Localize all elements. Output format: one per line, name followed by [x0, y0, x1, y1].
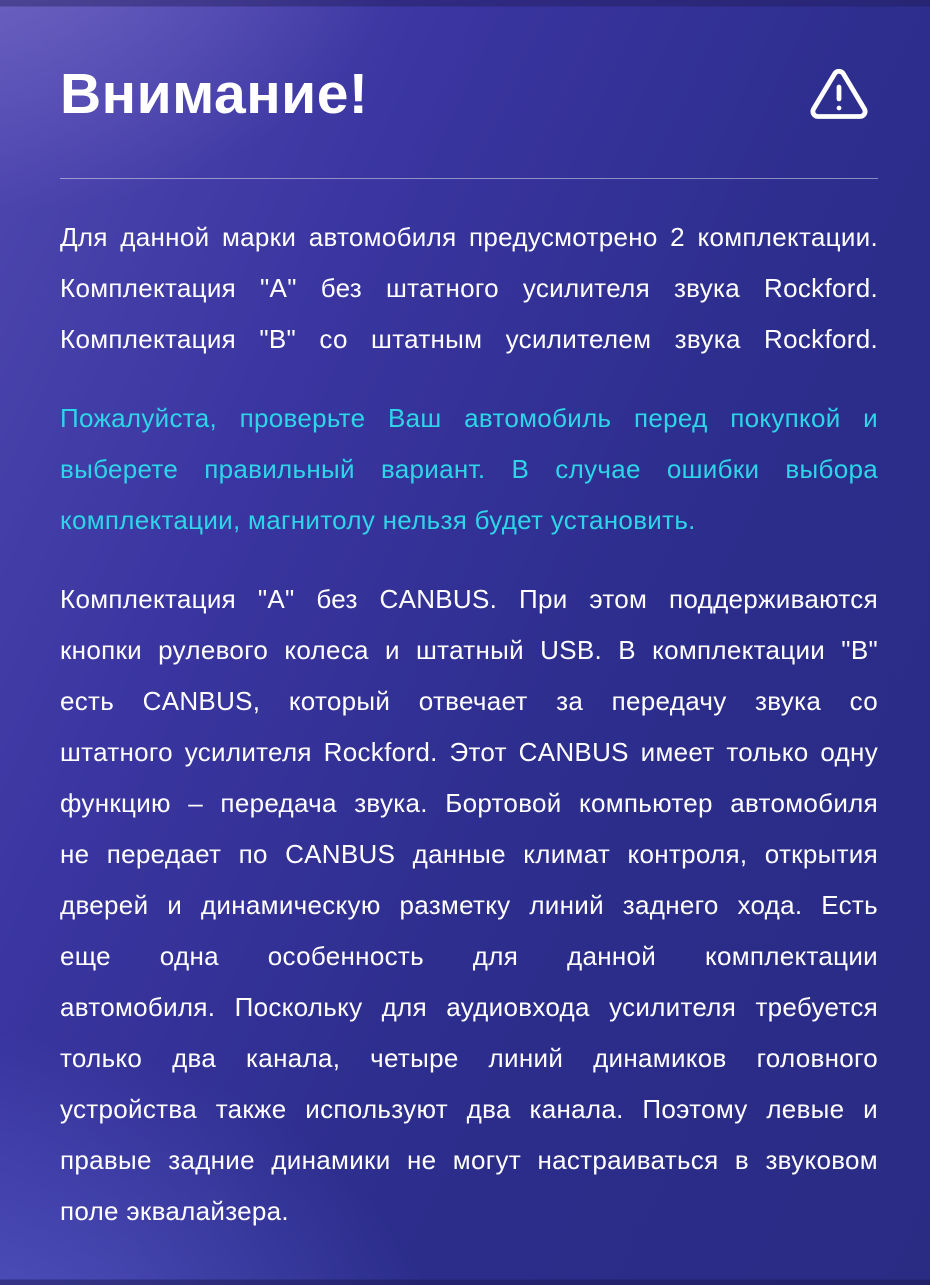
text-line: Комплектация "А" без CANBUS. При этом поддерживаются	[60, 584, 878, 614]
text-line: еще одна особенность для данной комплектации	[60, 941, 878, 971]
warning-triangle-icon	[806, 64, 872, 124]
text-line: Комплектация "А" без штатного усилителя звука Rockford.	[60, 273, 878, 303]
text-line: кнопки рулевого колеса и штатный USB. В комплектации "В"	[60, 635, 878, 665]
text-line: автомобиля. Поскольку для аудиовхода усилителя требуется	[60, 992, 878, 1022]
text-line: выберете правильный вариант. В случае ошибки выбора	[60, 454, 878, 484]
text-line: дверей и динамическую разметку линий заднего хода. Есть	[60, 890, 878, 920]
text-line: штатного усилителя Rockford. Этот CANBUS имеет только одну	[60, 737, 878, 767]
text-line: функцию – передача звука. Бортовой компьютер автомобиля	[60, 788, 878, 818]
text-line: комплектации, магнитолу нельзя будет установить.	[60, 505, 696, 535]
paragraph-check-before-purchase	[60, 393, 878, 546]
text-line: Комплектация "В" со штатным усилителем звука Rockford.	[60, 324, 878, 354]
text-line: не передает по CANBUS данные климат контроля, открытия	[60, 839, 878, 869]
page-title: Внимание!	[60, 62, 369, 126]
header	[0, 0, 930, 124]
text-line: поле эквалайзера.	[60, 1196, 289, 1226]
content	[0, 179, 930, 1237]
text-line: устройства также используют два канала. Поэтому левые и	[60, 1094, 878, 1124]
paragraph-trim-levels	[60, 212, 878, 365]
text-line: только два канала, четыре линий динамиков головного	[60, 1043, 878, 1073]
text-line: Для данной марки автомобиля предусмотрено 2 комплектации.	[60, 222, 878, 252]
text-line: есть CANBUS, который отвечает за передачу звука со	[60, 686, 878, 716]
text-line: правые задние динамики не могут настраиваться в звуковом	[60, 1145, 878, 1175]
text-line: Пожалуйста, проверьте Ваш автомобиль перед покупкой и	[60, 403, 878, 433]
paragraph-canbus-details	[60, 574, 878, 1237]
